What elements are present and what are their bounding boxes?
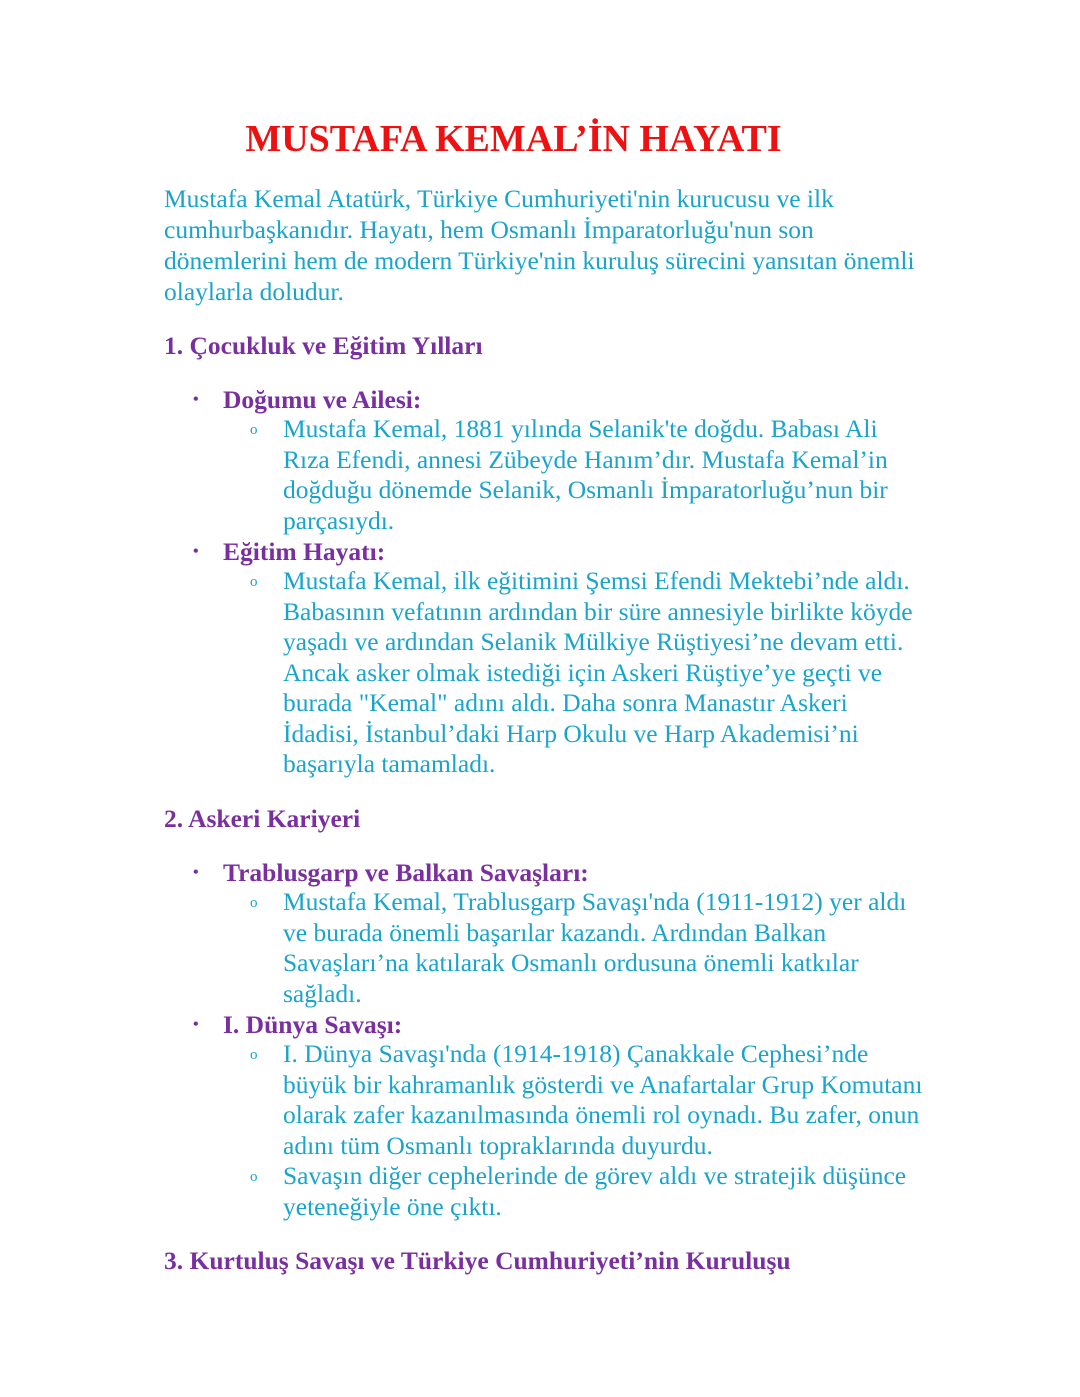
- circle-bullet-icon: o: [250, 574, 258, 590]
- circle-bullet-icon: o: [250, 422, 258, 438]
- list-item-label: Eğitim Hayatı:: [223, 537, 386, 566]
- list-item-label: Trablusgarp ve Balkan Savaşları:: [223, 858, 589, 887]
- section-heading-military-career: 2. Askeri Kariyeri: [164, 804, 361, 833]
- circle-bullet-icon: o: [250, 1169, 258, 1185]
- sub-list-item-text: I. Dünya Savaşı'nda (1914-1918) Çanakkale Cephesi’nde büyük bir kahramanlık gösterdi ve Anafartalar Grup Komutanı olarak zafer kazanılmasında önemli rol oynadı. Bu zafer, onun adını tüm Osmanlı topraklarında duyurdu.: [283, 1039, 923, 1160]
- bullet-icon: •: [193, 1016, 199, 1033]
- circle-bullet-icon: o: [250, 895, 258, 911]
- section-heading-childhood: 1. Çocukluk ve Eğitim Yılları: [164, 331, 483, 360]
- bullet-icon: •: [193, 543, 199, 560]
- bullet-icon: •: [193, 391, 199, 408]
- section-heading-independence-war: 3. Kurtuluş Savaşı ve Türkiye Cumhuriyeti’nin Kuruluşu: [164, 1246, 791, 1275]
- page-title: MUSTAFA KEMAL’İN HAYATI: [245, 118, 782, 160]
- sub-list-item-text: Savaşın diğer cephelerinde de görev aldı ve stratejik düşünce yeteneğiyle öne çıktı.: [283, 1161, 907, 1221]
- circle-bullet-icon: o: [250, 1047, 258, 1063]
- sub-list-item-text: Mustafa Kemal, ilk eğitimini Şemsi Efendi Mektebi’nde aldı. Babasının vefatının ardından bir süre annesiyle birlikte köyde yaşadı ve ardından Selanik Mülkiye Rüştiyesi’ne devam etti. Ancak asker olmak istediği için Askeri Rüştiye’ye geçti ve burada "Kemal" adını aldı. Daha sonra Manastır Askeri İdadisi, İstanbul’daki Harp Okulu ve Harp Akademisi’ni başarıyla tamamladı.: [283, 566, 913, 778]
- sub-list-item-text: Mustafa Kemal, 1881 yılında Selanik'te doğdu. Babası Ali Rıza Efendi, annesi Zübeyde Hanım’dır. Mustafa Kemal’in doğduğu dönemde Selanik, Osmanlı İmparatorluğu’nun bir parçasıydı.: [283, 414, 888, 535]
- intro-paragraph: Mustafa Kemal Atatürk, Türkiye Cumhuriyeti'nin kurucusu ve ilk cumhurbaşkanıdır. Hayatı, hem Osmanlı İmparatorluğu'nun son dönemlerini hem de modern Türkiye'nin kuruluş sürecini yansıtan önemli olaylarla doludur.: [164, 184, 915, 306]
- list-item-label: I. Dünya Savaşı:: [223, 1010, 403, 1039]
- sub-list-item-text: Mustafa Kemal, Trablusgarp Savaşı'nda (1911-1912) yer aldı ve burada önemli başarılar kazandı. Ardından Balkan Savaşları’na katılarak Osmanlı ordusuna önemli katkılar sağladı.: [283, 887, 907, 1008]
- list-item-label: Doğumu ve Ailesi:: [223, 385, 422, 414]
- bullet-icon: •: [193, 864, 199, 881]
